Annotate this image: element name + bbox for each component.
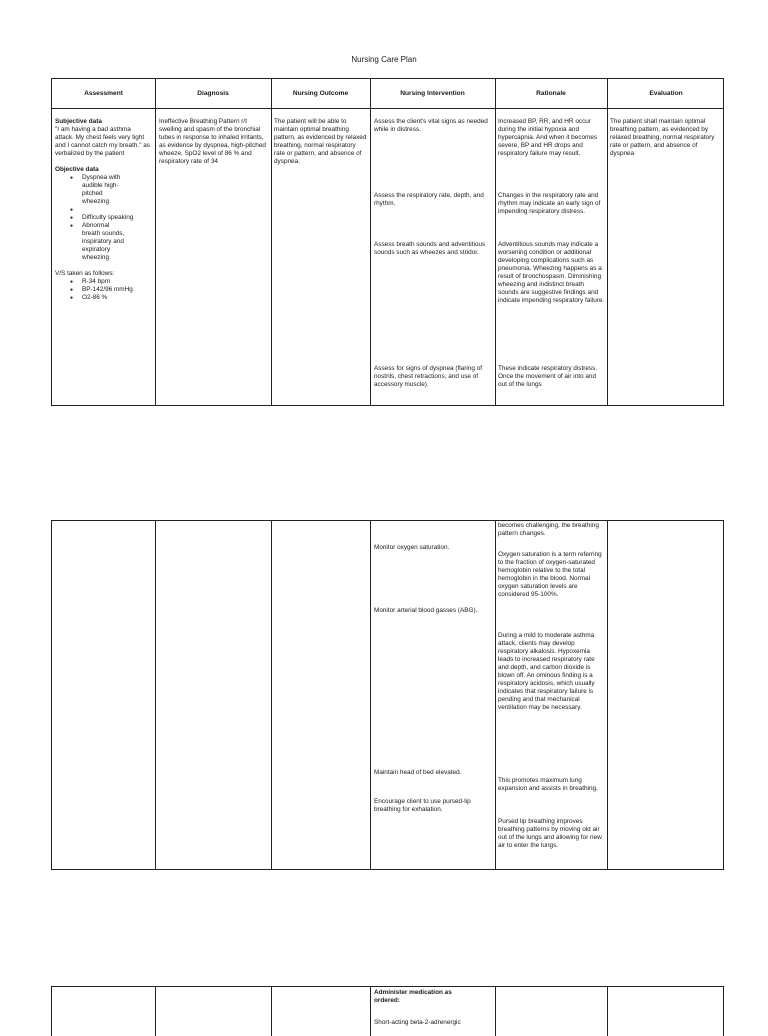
diagnosis-cell: Ineffective Breathing Pattern r/t swelling and spasm of the bronchial tubes in response to inhaled irritants, as evidence by dyspnea, high-pitched wheeze, SpO2 level of 86 % and respiratory rate of 34 xyxy=(159,118,266,165)
vital-signs-heading: V/S taken as follows: xyxy=(55,270,115,277)
rationale-item: This promotes maximum lung expansion and assists in breathing. xyxy=(498,777,598,792)
intervention-item: Assess the client's vital signs as needed while in distress. xyxy=(374,118,488,133)
objective-item xyxy=(55,206,151,214)
intervention-item: Assess the respiratory rate, depth, and rhythm. xyxy=(374,192,484,207)
rationale-item: Oxygen saturation is a term referring to the fraction of oxygen-saturated hemoglobin relative to the total hemoglobin in the blood. Normal oxygen saturation levels are considered 95-100%. xyxy=(498,551,602,598)
intervention-item: Assess for signs of dyspnea (flaring of nostrils, chest retractions, and use of accessory muscle). xyxy=(374,365,482,388)
vital-sign-item: ● R-34 bpm xyxy=(55,278,151,286)
objective-item: ● Dyspnea with audible high-pitched wheezing xyxy=(55,174,151,206)
document-title: Nursing Care Plan xyxy=(351,55,417,64)
rationale-item: During a mild to moderate asthma attack, clients may develop respiratory alkalosis. Hypoxemia leads to increased respiratory rate and depth, and carbon dioxide is blown off. An ominous finding is a respiratory acidosis, which usually indicates that respiratory failure is pending and that mechanical ventilation may be necessary. xyxy=(498,632,595,711)
rationale-item: Pursed lip breathing improves breathing patterns by moving old air out of the lungs and allowing for new air to enter the lungs. xyxy=(498,818,602,849)
care-plan-table-2 xyxy=(51,520,724,870)
evaluation-cell: The patient shall maintain optimal breathing pattern, as evidenced by relaxed breathing, normal respiratory rate or pattern, and absence of dyspnea xyxy=(610,118,715,157)
care-plan-table-3 xyxy=(51,986,724,1036)
rationale-item: becomes challenging, the breathing pattern changes. xyxy=(498,522,599,537)
objective-item: ● Difficulty speaking xyxy=(55,214,151,222)
objective-list xyxy=(55,174,151,262)
intervention-item: Maintain head of bed elevated. xyxy=(374,769,462,776)
header-assessment: Assessment xyxy=(84,89,123,97)
intervention-item: Monitor oxygen saturation. xyxy=(374,544,450,551)
header-evaluation: Evaluation xyxy=(649,89,683,97)
assessment-cell xyxy=(55,118,151,302)
intervention-item: Short-acting beta-2-adrenergic xyxy=(374,1019,461,1026)
rationale-item: Increased BP, RR, and HR occur during the initial hypoxia and hypercapnia. And when it becomes severe, BP and HR drops and respiratory failure may result. xyxy=(498,118,598,157)
vital-sign-item: ● BP-142/96 mmHg xyxy=(55,286,151,294)
rationale-item: Changes in the respiratory rate and rhythm may indicate an early sign of impending respiratory distress. xyxy=(498,192,601,215)
header-diagnosis: Diagnosis xyxy=(197,89,229,97)
subjective-text: "I am having a bad asthma attack. My chest feels very tight and I cannot catch my breath." as verbalized by the patient xyxy=(55,126,150,157)
intervention-item: Monitor arterial blood gasses (ABG). xyxy=(374,607,478,614)
care-plan-table-1 xyxy=(51,78,724,406)
rationale-item: These indicate respiratory distress. Once the movement of air into and out of the lungs xyxy=(498,365,598,388)
objective-heading: Objective data xyxy=(55,166,99,173)
header-nursing-intervention: Nursing Intervention xyxy=(400,89,465,97)
intervention-item: Encourage client to use pursed-lip breathing for exhalation. xyxy=(374,798,471,813)
header-rationale: Rationale xyxy=(536,89,566,97)
vital-sign-item: ● O2-86 % xyxy=(55,294,151,302)
subjective-heading: Subjective data xyxy=(55,118,102,125)
rationale-item: Adventitious sounds may indicate a worsening condition or additional developing complications such as pneumonia. Wheezing happens as a result of bronchospasm. Diminishing wheezing and indistinct breath sounds are suggestive findings and indicate impending respiratory failure. xyxy=(498,241,605,304)
nursing-outcome-cell: The patient will be able to maintain optimal breathing pattern, as evidenced by relaxed breathing, normal respiratory rate or pattern, and absence of dyspnea. xyxy=(274,118,367,165)
vital-signs-list xyxy=(55,278,151,302)
objective-item: ● Abnormal breath sounds, inspiratory and expiratory wheezing xyxy=(55,222,151,262)
header-nursing-outcome: Nursing Outcome xyxy=(292,89,349,97)
intervention-item: Assess breath sounds and adventitious sounds such as wheezes and stridor. xyxy=(374,241,486,256)
intervention-heading: Administer medication as ordered: xyxy=(374,989,452,1004)
